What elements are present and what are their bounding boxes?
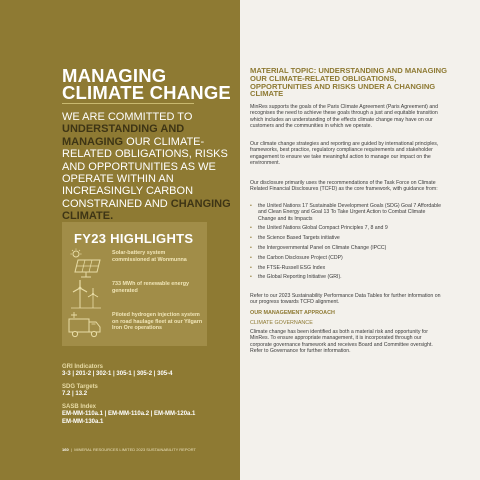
wind-turbine-icon (68, 279, 102, 309)
intro-emphasis-2: CHANGING CLIMATE. (62, 197, 231, 223)
subheading-management: OUR MANAGEMENT APPROACH (250, 310, 335, 316)
list-item: • the FTSE-Russell ESG Index (250, 265, 442, 271)
subheading-governance: CLIMATE GOVERNANCE (250, 320, 313, 326)
page-number: 160 (62, 447, 69, 452)
highlight-text: Solar-battery system commissioned at Wonmunna (112, 250, 187, 263)
list-item: • the United Nations Global Compact Principles 7, 8 and 9 (250, 225, 442, 231)
framework-list (250, 203, 442, 284)
list-item: • the United Nations 17 Sustainable Development Goals (SDG) Goal 7 Affordable and Clean Energy and Goal 13 To Take Urgent Action to Combat Climate Change and its Impacts (250, 203, 442, 222)
solar-panel-icon (68, 248, 102, 278)
paragraph: Our disclosure primarily uses the recommendations of the Task Force on Climate Related Financial Disclosures (TCFD) as the core framework, with guidance from: (250, 180, 438, 193)
sasb-index (62, 404, 237, 426)
section-title: MATERIAL TOPIC: UNDERSTANDING AND MANAGING OUR CLIMATE-RELATED OBLIGATIONS, OPPORTUNITIES AND RISKS UNDER A CHANGING CLIMATE (250, 66, 448, 99)
highlight-item (68, 248, 203, 280)
list-item: • the Intergovernmental Panel on Climate Change (IPCC) (250, 245, 442, 251)
right-panel (240, 0, 480, 480)
gri-label: GRI Indicators (62, 364, 104, 370)
gri-values: 3-3 | 201-2 | 302-1 | 305-1 | 305-2 | 305-4 (62, 371, 173, 378)
sdg-targets (62, 384, 237, 399)
highlight-text: 733 MWh of renewable energy generated (112, 281, 189, 294)
paragraph: MinRes supports the goals of the Paris Climate Agreement (Paris Agreement) and recognises the need to achieve these goals through a just and equitable transition which includes an understanding of the effects climate change may have on our customers and the communities in which we operate. (250, 104, 438, 129)
paragraph: Refer to our 2023 Sustainability Performance Data Tables for further information on our progress towards TCFD alignment. (250, 293, 441, 306)
list-item: • the Global Reporting Initiative (GRI). (250, 274, 442, 280)
highlight-text: Piloted hydrogen injection system on road haulage fleet at our Yilgarn Iron Ore operations (112, 312, 203, 332)
report-name: MINERAL RESOURCES LIMITED 2023 SUSTAINABILITY REPORT (74, 447, 196, 452)
page-footer: 160 | MINERAL RESOURCES LIMITED 2023 SUSTAINABILITY REPORT (62, 447, 196, 452)
intro-emphasis-1: UNDERSTANDING AND MANAGING (62, 123, 185, 148)
highlights-box (62, 222, 207, 346)
highlight-item (68, 279, 203, 311)
intro-statement (62, 111, 237, 223)
intro-text-1: WE ARE COMMITTED TO (62, 111, 193, 123)
paragraph: Climate change has been identified as both a material risk and opportunity for MinRes. To ensure appropriate management, it is incorporated through our corporate governance framework and receives Board and Committee oversight. Refer to Governance for further information. (250, 329, 433, 354)
list-item: • the Science Based Targets initiative (250, 235, 442, 241)
highlight-item (68, 310, 203, 342)
hydrogen-truck-icon (68, 310, 102, 340)
list-item: • the Carbon Disclosure Project (CDP) (250, 255, 442, 261)
page-title: MANAGING CLIMATE CHANGE (62, 65, 231, 103)
sdg-label: SDG Targets (62, 384, 98, 390)
sasb-values: EM-MM-110a.1 | EM-MM-110a.2 | EM-MM-120a.1 EM-MM-130a.1 (62, 411, 196, 425)
highlights-title: FY23 HIGHLIGHTS (74, 231, 194, 246)
paragraph: Our climate change strategies and reporting are guided by international principles, frameworks, best practice, regulatory compliance requirements and stakeholder engagement to ensure we take meaningful action to manage our impact on the environment. (250, 141, 439, 166)
sdg-values: 7.2 | 13.2 (62, 391, 88, 398)
intro-text-2: OUR CLIMATE-RELATED OBLIGATIONS, RISKS AND OPPORTUNITIES AS WE OPERATE WITHIN AN INCREASINGLY CARBON CONSTRAINED AND (62, 135, 228, 210)
title-divider (62, 103, 194, 104)
sasb-label: SASB Index (62, 404, 97, 410)
gri-indicators (62, 364, 237, 379)
